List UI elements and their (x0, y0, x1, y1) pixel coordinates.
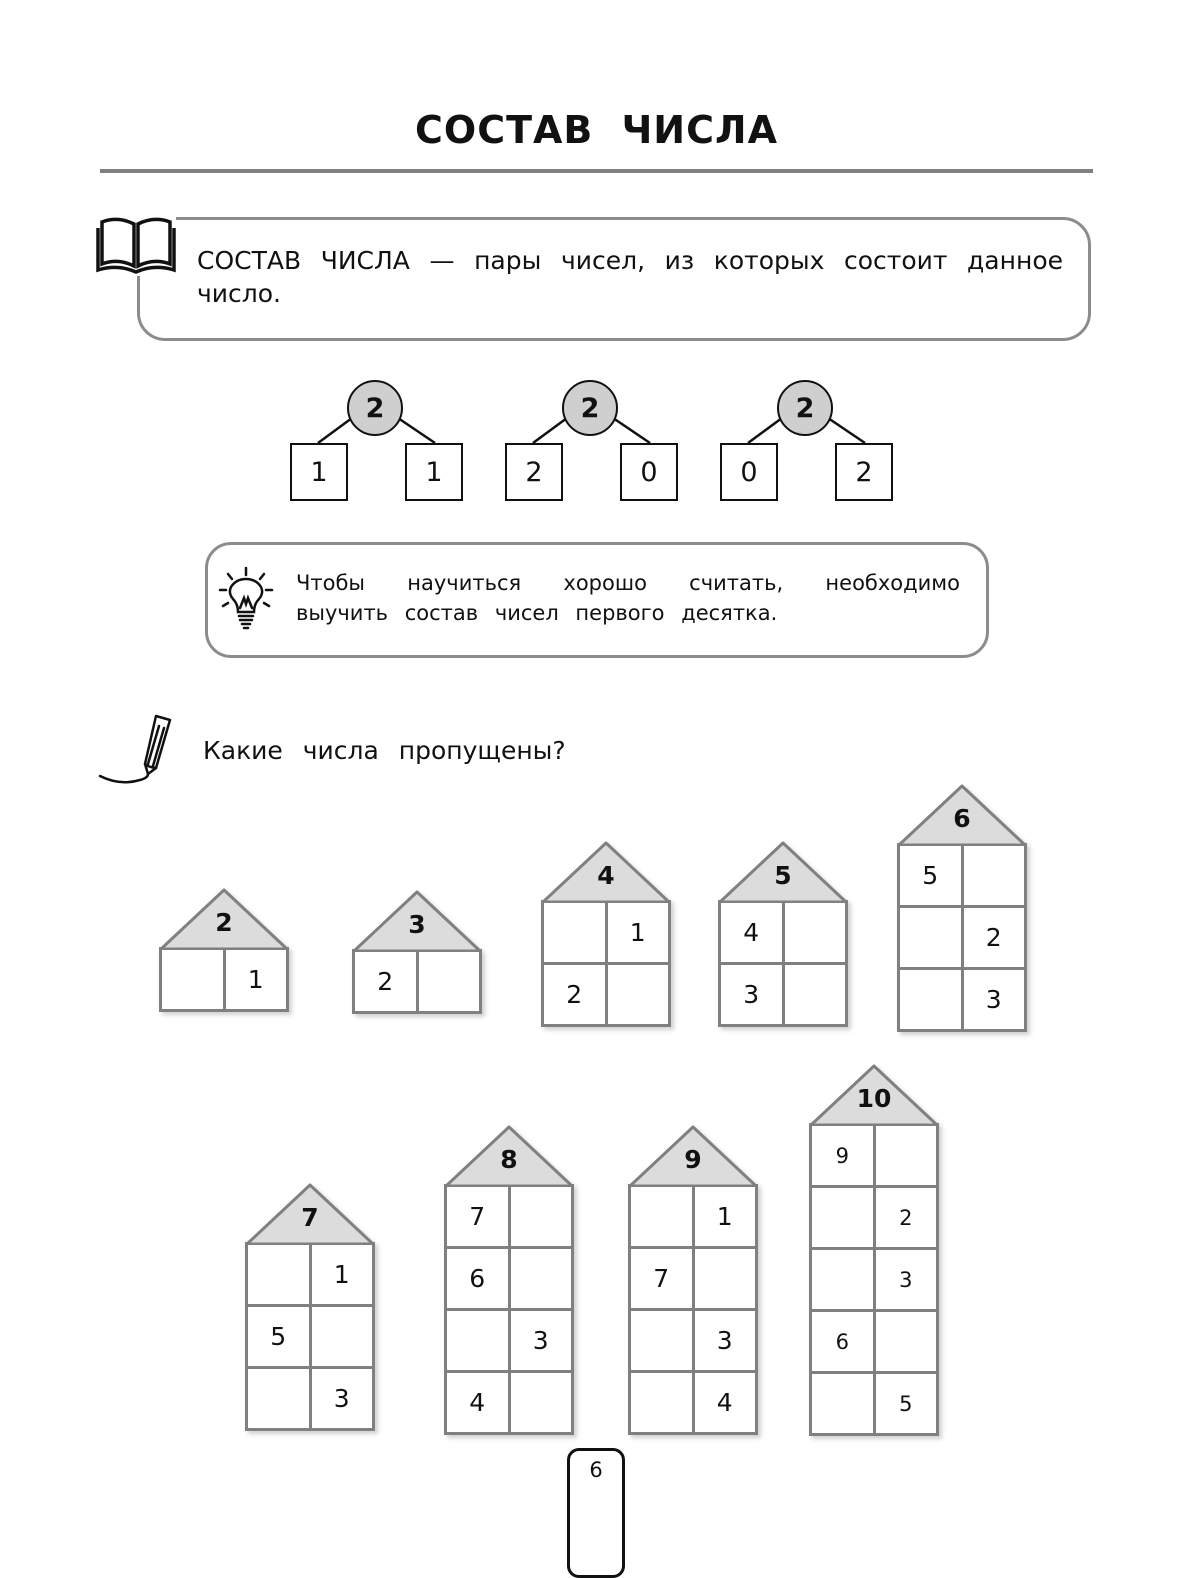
tree-whole: 2 (562, 380, 618, 436)
house-cell (631, 1373, 692, 1432)
house-roof (444, 1125, 574, 1185)
house-row (900, 967, 1024, 1029)
house-cell (447, 1311, 508, 1370)
house-cell (873, 1312, 937, 1371)
house-roof (718, 841, 848, 901)
number-house (628, 1125, 758, 1435)
house-row (812, 1185, 936, 1247)
definition-text: СОСТАВ ЧИСЛА — пары чисел, из которых состоит данное число. (197, 246, 1063, 308)
house-row (900, 846, 1024, 905)
house-cell (162, 950, 223, 1009)
house-cell: 3 (309, 1369, 373, 1428)
number-house (444, 1125, 574, 1435)
tree-whole: 2 (347, 380, 403, 436)
house-cell (508, 1187, 572, 1246)
tree-whole: 2 (777, 380, 833, 436)
number-tree (505, 378, 681, 504)
house-row (248, 1366, 372, 1428)
house-roof (809, 1064, 939, 1124)
house-cell: 2 (961, 908, 1025, 967)
house-row (721, 903, 845, 962)
number-house (541, 841, 671, 1027)
house-cell: 1 (605, 903, 669, 962)
house-cell (873, 1126, 937, 1185)
house-number: 6 (953, 804, 971, 833)
house-cell: 3 (508, 1311, 572, 1370)
book-icon (96, 214, 176, 276)
house-cell: 5 (922, 861, 939, 890)
pencil-icon (98, 714, 176, 786)
tip-text: Чтобы научиться хорошо считать, необходимо выучить состав чисел первого десятка. (296, 571, 960, 625)
house-cell (900, 908, 961, 967)
house-row (721, 962, 845, 1024)
house-cell: 2 (873, 1188, 937, 1247)
house-roof (628, 1125, 758, 1185)
house-row (631, 1308, 755, 1370)
house-cell: 4 (469, 1388, 486, 1417)
page-number: 6 (589, 1458, 603, 1482)
house-number: 8 (500, 1145, 518, 1174)
house-cell: 3 (961, 970, 1025, 1029)
house-row (631, 1370, 755, 1432)
house-row (162, 950, 286, 1009)
house-cell: 3 (873, 1250, 937, 1309)
title-divider (100, 169, 1093, 173)
house-number: 9 (684, 1145, 702, 1174)
house-row (355, 952, 479, 1011)
house-row (447, 1246, 571, 1308)
house-cell: 4 (743, 918, 760, 947)
number-house (809, 1064, 939, 1436)
house-cell: 7 (469, 1202, 486, 1231)
number-house (352, 890, 482, 1014)
number-house (159, 888, 289, 1012)
house-cell (416, 952, 480, 1011)
house-cell (961, 846, 1025, 905)
house-row (544, 903, 668, 962)
house-number: 7 (301, 1203, 319, 1232)
house-row (812, 1309, 936, 1371)
house-row (812, 1371, 936, 1433)
tree-part-right: 1 (405, 443, 463, 501)
number-house (897, 784, 1027, 1032)
house-cell (692, 1249, 756, 1308)
house-cell (631, 1187, 692, 1246)
house-cell (508, 1373, 572, 1432)
page-title: СОСТАВ ЧИСЛА (415, 108, 778, 152)
house-roof (897, 784, 1027, 844)
house-cell (782, 965, 846, 1024)
lightbulb-icon (218, 566, 274, 632)
tree-part-right: 2 (835, 443, 893, 501)
house-row (248, 1304, 372, 1366)
number-house (718, 841, 848, 1027)
house-cell: 3 (743, 980, 760, 1009)
house-cell: 1 (223, 950, 287, 1009)
house-cell (544, 903, 605, 962)
house-cell (812, 1374, 873, 1433)
house-cell (309, 1307, 373, 1366)
house-number: 3 (408, 910, 426, 939)
tree-part-left: 2 (505, 443, 563, 501)
house-number: 5 (774, 861, 792, 890)
house-row (631, 1246, 755, 1308)
house-roof (352, 890, 482, 950)
house-cell (508, 1249, 572, 1308)
tree-part-left: 1 (290, 443, 348, 501)
house-cell (248, 1369, 309, 1428)
house-cell (248, 1245, 309, 1304)
house-row (544, 962, 668, 1024)
house-roof (159, 888, 289, 948)
house-cell: 2 (566, 980, 583, 1009)
house-cell: 4 (692, 1373, 756, 1432)
house-number: 4 (597, 861, 615, 890)
house-row (447, 1187, 571, 1246)
house-cell: 7 (653, 1264, 670, 1293)
house-cell: 6 (469, 1264, 486, 1293)
tree-part-right: 0 (620, 443, 678, 501)
number-tree (720, 378, 896, 504)
house-cell: 6 (835, 1329, 849, 1354)
house-cell (605, 965, 669, 1024)
house-number: 10 (856, 1084, 892, 1113)
house-cell: 9 (835, 1143, 849, 1168)
house-row (447, 1308, 571, 1370)
house-cell (812, 1188, 873, 1247)
house-cell (900, 970, 961, 1029)
number-house (245, 1183, 375, 1431)
house-cell: 1 (692, 1187, 756, 1246)
number-tree (290, 378, 466, 504)
house-row (900, 905, 1024, 967)
house-row (812, 1126, 936, 1185)
house-row (812, 1247, 936, 1309)
house-cell (782, 903, 846, 962)
house-cell (631, 1311, 692, 1370)
house-row (631, 1187, 755, 1246)
house-cell: 5 (873, 1374, 937, 1433)
house-roof (245, 1183, 375, 1243)
house-cell (812, 1250, 873, 1309)
tree-part-left: 0 (720, 443, 778, 501)
house-cell: 5 (270, 1322, 287, 1351)
house-row (248, 1245, 372, 1304)
house-number: 2 (215, 908, 233, 937)
house-row (447, 1370, 571, 1432)
house-cell: 3 (692, 1311, 756, 1370)
task-text: Какие числа пропущены? (203, 736, 566, 765)
house-cell: 1 (309, 1245, 373, 1304)
house-roof (541, 841, 671, 901)
house-cell: 2 (377, 967, 394, 996)
